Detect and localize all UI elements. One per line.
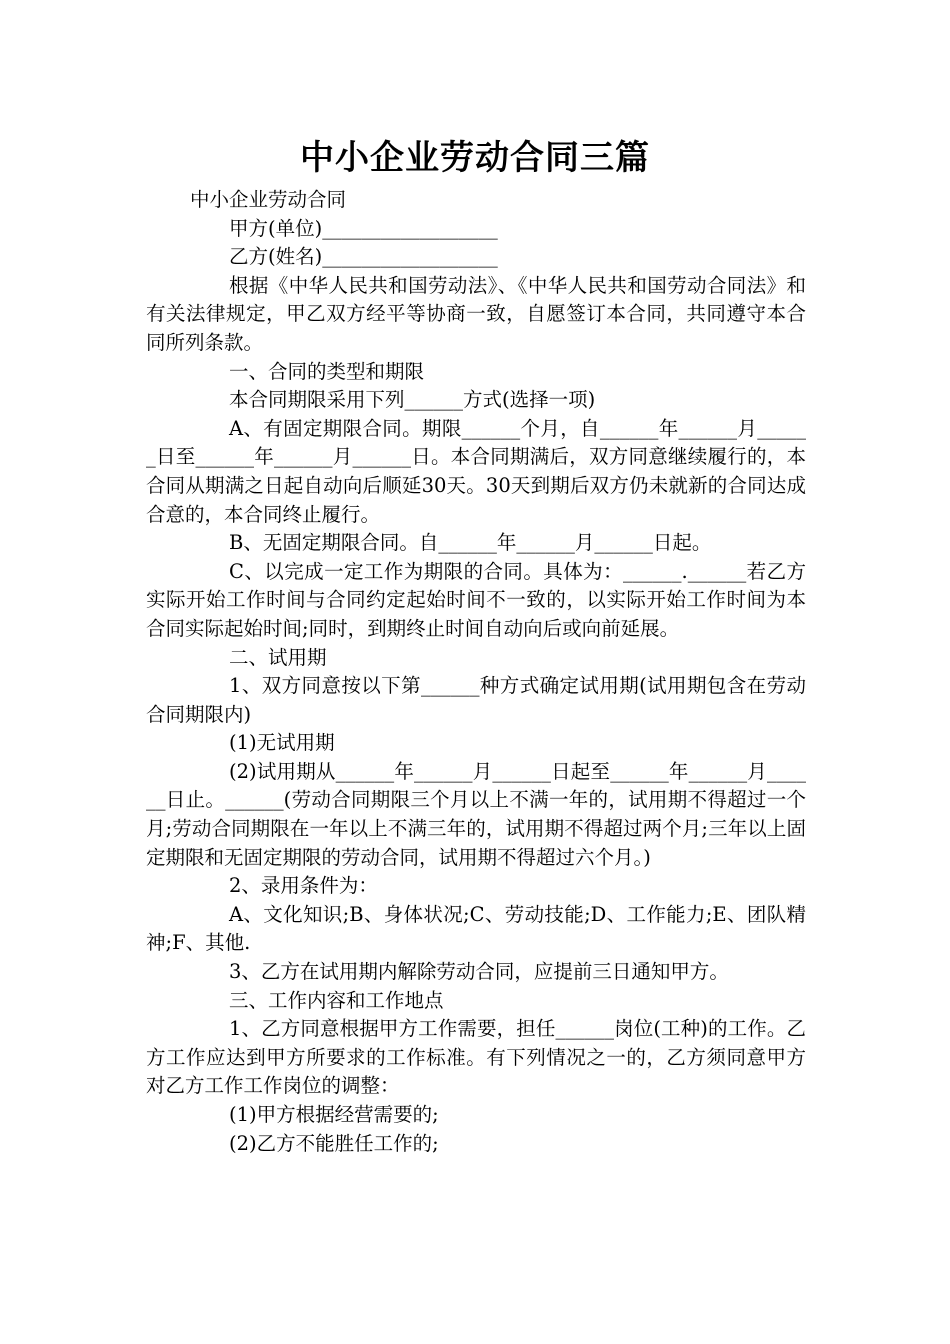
- paragraph-fixed-term: A、有固定期限合同。期限______个月，自______年______月______日至______年______月______日。本合同期满后，双方同意继续履行的，本合同从期满之日起自动向后顺延30天。30天到期后双方仍未就新的合同达成合意的，本合同终止履行。: [146, 416, 806, 526]
- preamble-paragraph: 根据《中华人民共和国劳动法》、《中华人民共和国劳动合同法》和有关法律规定，甲乙双方经平等协商一致，自愿签订本合同，共同遵守本合同所列条款。: [146, 273, 806, 354]
- paragraph-adjust-reason-2: (2)乙方不能胜任工作的;: [229, 1131, 439, 1155]
- party-b-line: 乙方(姓名)__________________: [229, 245, 498, 269]
- paragraph-probation-period: (2)试用期从______年______月______日起至______年______月______日止。______(劳动合同期限三个月以上不满一年的，试用期不得超过一个月;劳动合同期限在一年以上不满三年的，试用期不得超过两个月;三年以上固定期限和无固定期限的劳动合同，试用期不得超过六个月。): [146, 759, 806, 869]
- section-heading-1: 一、合同的类型和期限: [229, 359, 425, 383]
- paragraph-adjust-reason-1: (1)甲方根据经营需要的;: [229, 1103, 439, 1126]
- paragraph-no-probation: (1)无试用期: [229, 731, 335, 755]
- document-body: [146, 186, 806, 1158]
- paragraph-probation-termination: 3、乙方在试用期内解除劳动合同，应提前三日通知甲方。: [229, 960, 729, 984]
- section-heading-2: 二、试用期: [229, 645, 327, 669]
- section-heading-3: 三、工作内容和工作地点: [229, 988, 444, 1012]
- contract-subtitle: 中小企业劳动合同: [190, 188, 347, 211]
- paragraph-job-assignment: 1、乙方同意根据甲方工作需要，担任______岗位(工种)的工作。乙方工作应达到甲方所要求的工作标准。有下列情况之一的，乙方须同意甲方对乙方工作工作岗位的调整：: [146, 1017, 806, 1098]
- document-title: 中小企业劳动合同三篇: [300, 138, 650, 178]
- paragraph-term-choice: 本合同期限采用下列______方式(选择一项): [229, 388, 596, 412]
- paragraph-open-term: B、无固定期限合同。自______年______月______日起。: [229, 531, 712, 555]
- paragraph-hiring-conditions: 2、录用条件为：: [229, 874, 378, 898]
- paragraph-task-term: C、以完成一定工作为期限的合同。具体为：______.______若乙方实际开始工作时间与合同约定起始时间不一致的，以实际开始工作时间为本合同实际起始时间;同时，到期终止时间自动向后或向前延展。: [146, 559, 806, 640]
- paragraph-probation-choice: 1、双方同意按以下第______种方式确定试用期(试用期包含在劳动合同期限内): [146, 674, 806, 726]
- paragraph-condition-list: A、文化知识;B、身体状况;C、劳动技能;D、工作能力;E、团队精神;F、其他.: [146, 902, 806, 955]
- party-a-line: 甲方(单位)__________________: [229, 216, 498, 240]
